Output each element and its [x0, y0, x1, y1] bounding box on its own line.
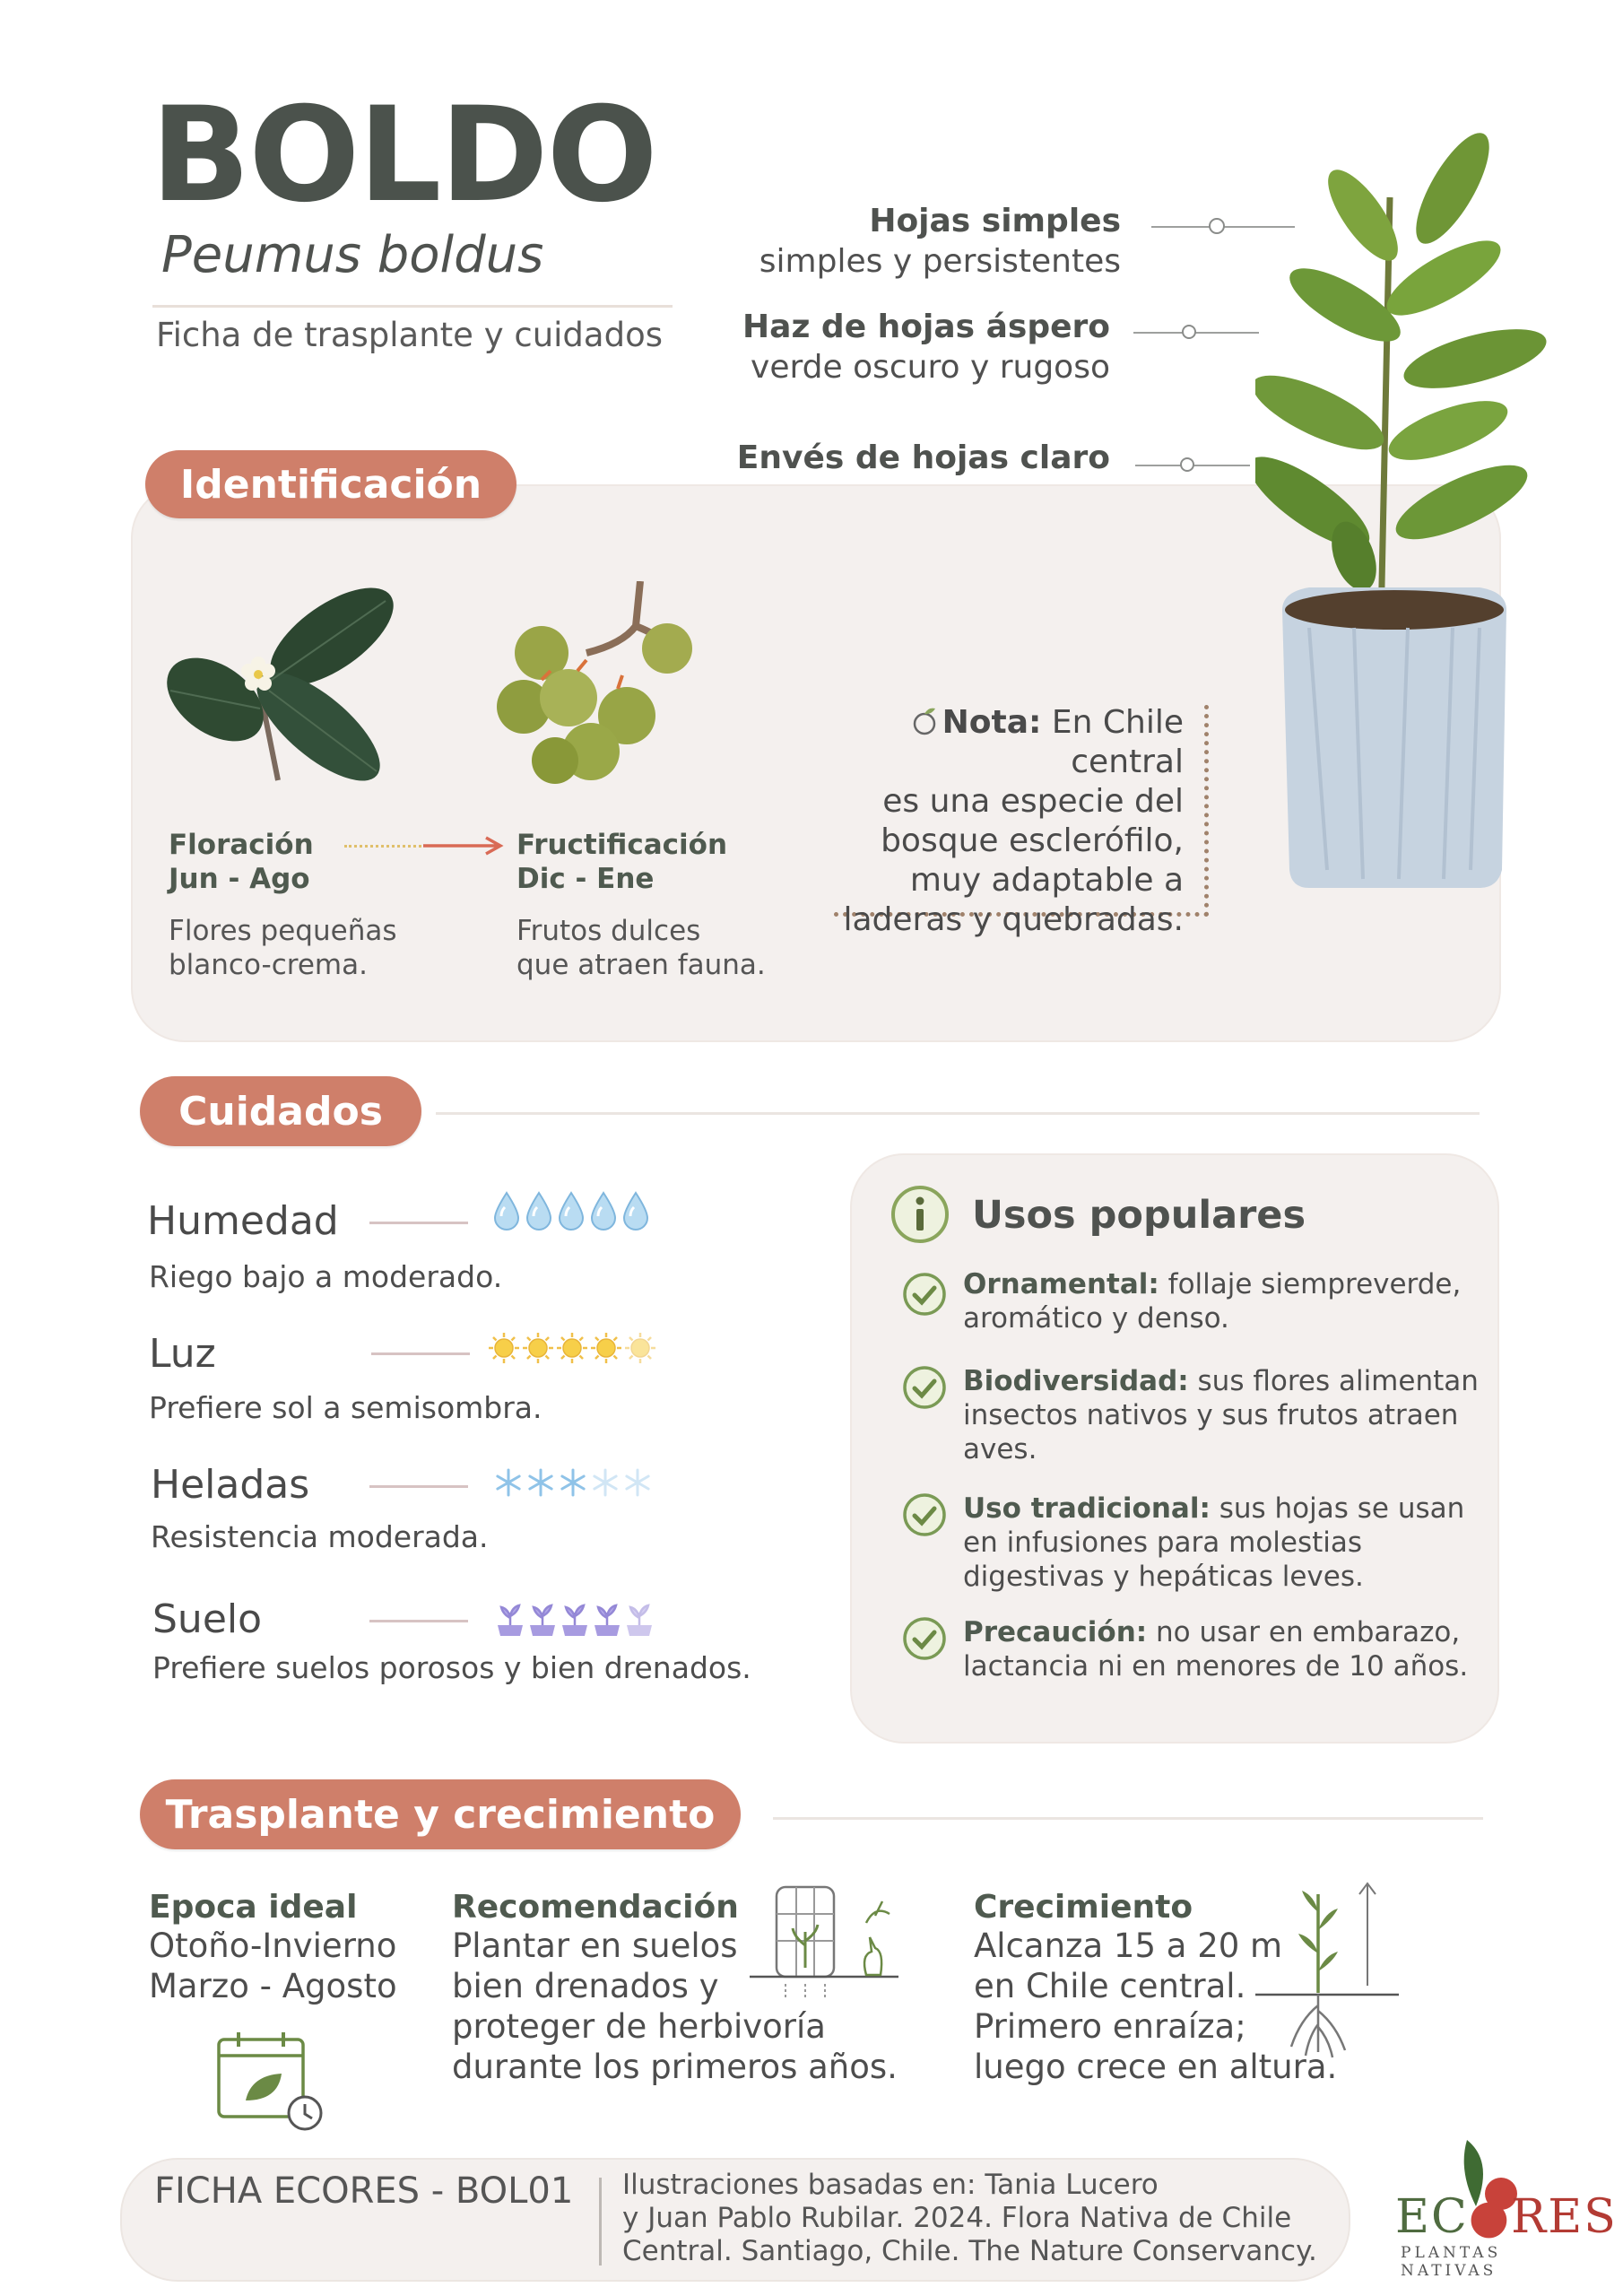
scientific-name: Peumus boldus — [161, 226, 544, 284]
epoch-line: Otoño-Invierno — [149, 1926, 397, 1965]
protective-fence-icon — [750, 1878, 898, 2004]
use-text: follaje siempreverde, aromático y denso. — [963, 1268, 1462, 1335]
annotation-haz — [681, 309, 1110, 386]
fruiting-title: Fructificación — [516, 829, 728, 861]
annotation-title: Hojas simples — [869, 203, 1121, 239]
seed-icon — [912, 706, 939, 736]
water-drop-icon — [621, 1189, 651, 1231]
info-icon — [890, 1184, 950, 1245]
care-heladas-desc: Resistencia moderada. — [151, 1519, 489, 1554]
arrow-right-icon — [423, 834, 506, 857]
desc-line: Frutos dulces — [516, 915, 701, 947]
sun-icon — [624, 1327, 656, 1369]
title-divider — [152, 305, 673, 308]
fruiting-info — [516, 829, 727, 897]
annotation-hojas-simples — [681, 203, 1121, 280]
water-drop-icon — [556, 1189, 586, 1231]
note-line: es una especie del — [882, 782, 1184, 820]
page-subtitle: Ficha de trasplante y cuidados — [156, 316, 663, 354]
note-line: bosque esclerófilo, — [881, 822, 1184, 859]
page-title: BOLDO — [151, 79, 656, 231]
calendar-icon — [215, 2029, 326, 2133]
check-icon — [902, 1492, 947, 1537]
care-heladas-label: Heladas — [151, 1462, 310, 1508]
flowering-months: Jun - Ago — [169, 862, 310, 895]
recommendation-line: Plantar en suelos — [452, 1926, 738, 1965]
desc-line: Flores pequeñas — [169, 915, 397, 947]
care-humedad-label: Humedad — [147, 1198, 339, 1244]
annotation-desc: verde oscuro y rugoso — [751, 349, 1110, 386]
section-trasplante: Trasplante y crecimiento — [140, 1779, 741, 1849]
check-icon — [902, 1272, 947, 1317]
water-drop-icon — [588, 1189, 619, 1231]
growth-line: Primero enraíza; — [974, 2007, 1246, 2047]
use-label: Uso tradicional: — [963, 1492, 1211, 1525]
citation-line: y Juan Pablo Rubilar. 2024. Flora Nativa de Chile — [622, 2202, 1292, 2235]
sheet-code: FICHA ECORES - BOL01 — [154, 2170, 574, 2212]
care-humedad-desc: Riego bajo a moderado. — [149, 1259, 503, 1294]
logo-text-left: EC — [1395, 2190, 1469, 2244]
fruiting-desc — [516, 915, 766, 983]
humidity-rating — [491, 1189, 653, 1231]
epoch-title: Epoca ideal — [149, 1889, 358, 1926]
footer-divider — [599, 2178, 602, 2266]
soil-sprout-icon — [527, 1598, 558, 1639]
soil-rating — [495, 1598, 656, 1639]
note-line: En Chile central — [1051, 704, 1184, 780]
soil-sprout-icon — [592, 1598, 622, 1639]
boldo-plant-illustration — [1255, 126, 1551, 906]
epoch-line: Marzo - Agosto — [149, 1967, 397, 2006]
care-leader — [369, 1222, 468, 1224]
logo-text-right: RES — [1511, 2190, 1618, 2244]
recommendation-line: bien drenados y — [452, 1967, 719, 2006]
care-suelo-label: Suelo — [152, 1596, 263, 1642]
use-label: Precaución: — [963, 1616, 1148, 1648]
section-identificacion: Identificación — [145, 450, 516, 518]
ecores-logo — [1395, 2135, 1618, 2280]
use-ornamental — [963, 1268, 1492, 1336]
recommendation-line: durante los primeros años. — [452, 2048, 898, 2087]
growth-line: Alcanza 15 a 20 m — [974, 1926, 1283, 1965]
care-luz-label: Luz — [149, 1331, 216, 1377]
check-icon — [902, 1616, 947, 1661]
growth-roots-icon — [1255, 1876, 1399, 2059]
flowering-desc — [169, 915, 397, 983]
snowflake-icon — [622, 1462, 653, 1503]
annotation-title: Haz de hojas áspero — [742, 309, 1110, 345]
care-suelo-desc: Prefiere suelos porosos y bien drenados. — [152, 1650, 751, 1685]
fruiting-months: Dic - Ene — [516, 862, 655, 895]
sun-icon — [556, 1327, 588, 1369]
recommendation-title: Recomendación — [452, 1889, 739, 1926]
section-divider — [436, 1112, 1480, 1115]
annotation-title: Envés de hojas claro — [736, 439, 1110, 476]
flowering-info — [169, 829, 314, 897]
soil-sprout-icon — [624, 1598, 655, 1639]
section-cuidados: Cuidados — [140, 1076, 421, 1146]
note — [789, 703, 1184, 939]
use-label: Ornamental: — [963, 1268, 1159, 1300]
flowering-branch-illustration — [152, 574, 404, 798]
sun-icon — [590, 1327, 622, 1369]
uses-title: Usos populares — [972, 1193, 1306, 1238]
footer-citation — [622, 2169, 1322, 2269]
flowering-title: Floración — [169, 829, 314, 861]
snowflake-icon — [558, 1462, 588, 1503]
soil-sprout-icon — [495, 1598, 525, 1639]
fruit-cluster-illustration — [488, 581, 703, 796]
section-divider — [773, 1817, 1483, 1820]
use-label: Biodiversidad: — [963, 1365, 1189, 1397]
annotation-desc: simples y persistentes — [759, 243, 1121, 280]
sun-icon — [522, 1327, 554, 1369]
check-icon — [902, 1365, 947, 1410]
logo-wordmark: EC●RES — [1395, 2190, 1618, 2244]
leader-dot — [1182, 325, 1196, 339]
use-biodiversidad — [963, 1365, 1492, 1466]
desc-line: blanco-crema. — [169, 948, 368, 981]
soil-sprout-icon — [560, 1598, 590, 1639]
use-text: sus flores alimentan insectos nativos y sus frutos atraen aves. — [963, 1365, 1479, 1465]
snowflake-icon — [590, 1462, 621, 1503]
desc-line: que atraen fauna. — [516, 948, 766, 981]
water-drop-icon — [491, 1189, 522, 1231]
care-luz-desc: Prefiere sol a semisombra. — [149, 1390, 542, 1425]
care-leader — [369, 1620, 468, 1622]
phase-arrow-dotted — [344, 845, 421, 848]
epoch-block — [149, 1889, 397, 2006]
leader-dot — [1180, 457, 1194, 472]
use-text: sus hojas se usan en infusiones para molestias digestivas y hepáticas leves. — [963, 1492, 1465, 1593]
care-leader — [369, 1485, 468, 1488]
use-precaucion — [963, 1616, 1492, 1684]
growth-line: en Chile central. — [974, 1967, 1246, 2006]
citation-line: Central. Santiago, Chile. The Nature Conservancy. — [622, 2235, 1317, 2268]
light-rating — [488, 1327, 658, 1369]
logo-tagline: PLANTAS NATIVAS — [1401, 2244, 1502, 2280]
use-text: no usar en embarazo, lactancia ni en menores de 10 años. — [963, 1616, 1469, 1683]
citation-line: Ilustraciones basadas en: Tania Lucero — [622, 2169, 1159, 2201]
leader-dot — [1209, 218, 1225, 234]
frost-rating — [493, 1462, 655, 1503]
growth-title: Crecimiento — [974, 1889, 1193, 1926]
note-line: muy adaptable a — [909, 861, 1184, 899]
sun-icon — [488, 1327, 520, 1369]
note-line: laderas y quebradas. — [843, 900, 1184, 938]
snowflake-icon — [525, 1462, 556, 1503]
snowflake-icon — [493, 1462, 524, 1503]
annotation-leader — [1133, 332, 1259, 334]
note-label: Nota: — [942, 704, 1042, 741]
water-drop-icon — [524, 1189, 554, 1231]
growth-line: luego crece en altura. — [974, 2048, 1338, 2087]
use-tradicional — [963, 1492, 1492, 1594]
recommendation-line: proteger de herbivoría — [452, 2007, 826, 2047]
care-leader — [371, 1352, 470, 1355]
